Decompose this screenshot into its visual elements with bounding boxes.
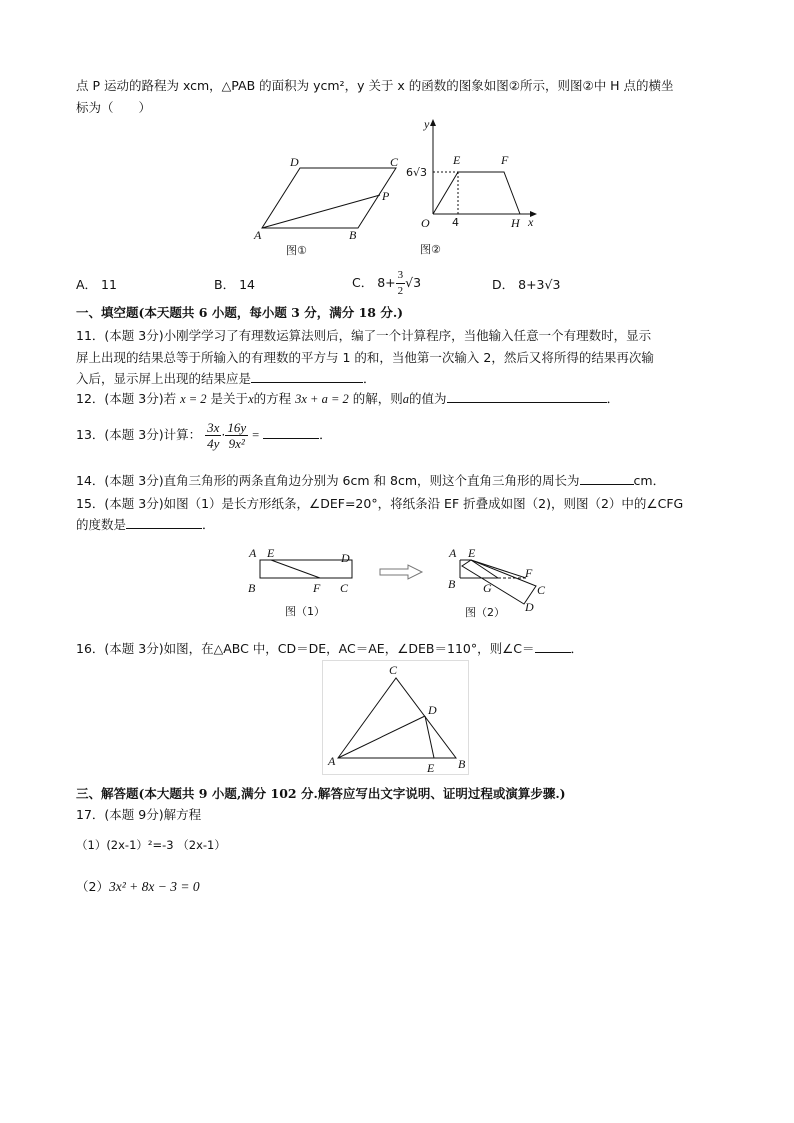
q15f2-label-b: B [448, 577, 456, 591]
q14-line: 14．(本题 3分)直角三角形的两条直角边分别为 6cm 和 8cm，则这个直角三角形的周长为 cm． [76, 473, 666, 488]
q16-label-c: C [389, 663, 398, 677]
q15f1-label-f: F [313, 581, 321, 595]
q13-line: 13．(本题 3分)计算： $\frac{3x}{4y}$ · $\frac{16y}{\text{9x²}}$ = ． [76, 420, 332, 451]
q16-figure-triangle [322, 660, 470, 776]
q16-label-d: D [428, 703, 437, 717]
q10-figure-1 [248, 150, 408, 260]
q15f2-label-d: D [525, 600, 534, 614]
q15f1-label-c: C [340, 581, 349, 595]
q10-option-a: A． 11 [76, 277, 117, 292]
q11-line2: 屏上出现的结果总等于所输入的有理数的平方与 1 的和，当他第一次输入 2，然后又将所得的结果再次输 [76, 350, 654, 365]
q15-line1: 15．(本题 3分)如图（1）是长方形纸条，∠DEF=20°，将纸条沿 EF 折叠成如图（2)，则图（2）中的∠CFG [76, 496, 684, 511]
fig1-label-b: B [349, 228, 357, 242]
q16-label-a: A [328, 754, 336, 768]
q11-line1: 11．(本题 3分)小刚学学习了有理数运算法则后，编了一个计算程序，当他输入任意一个有理数时，显示 [76, 328, 652, 343]
q15-answer-blank[interactable] [126, 516, 202, 529]
q16-label-b: B [458, 757, 466, 771]
fig2-tick-6root3: 6√3 [406, 166, 428, 179]
q10-figure-2 [400, 116, 550, 262]
q17-title: 17．(本题 9分)解方程 [76, 807, 202, 822]
fig2-label-h: H [511, 216, 520, 230]
q15f1-label-e: E [267, 546, 275, 560]
q15f1-label-d: D [341, 551, 350, 565]
q15f1-label-a: A [249, 546, 257, 560]
q15f2-label-g: G [483, 581, 492, 595]
q10-option-c: C． 8+ $\frac{3}{2}$ √3 [352, 269, 422, 297]
q16-line: 16．(本题 3分)如图，在△ABC 中，CD＝DE，AC＝AE，∠DEB＝110°，则∠C＝ ． [76, 641, 584, 656]
q15-arrow-icon [378, 562, 426, 582]
fig1-label-d: D [290, 155, 299, 169]
q15-line2: 的度数是 ． [76, 517, 215, 532]
q12-line: 12．(本题 3分)若 x = 2 是关于x的方程 3x + a = 2 的解，则a的值为 ． [76, 391, 620, 406]
fig2-label-o: O [421, 216, 430, 230]
fig2-label-y: y [424, 117, 430, 131]
q15f1-label-b: B [248, 581, 256, 595]
q17-part1: （1）(2x-1）²=-3 （2x-1） [76, 838, 226, 852]
fig2-label-f: F [501, 153, 509, 167]
q15f2-label-f: F [525, 566, 533, 580]
q13-answer-blank[interactable] [263, 426, 319, 439]
fig2-tick-4: 4 [452, 216, 459, 229]
q15f2-label-c: C [537, 583, 546, 597]
fig2-label-x: x [528, 215, 534, 229]
fig1-label-a: A [254, 228, 262, 242]
q15f2-label-e: E [468, 546, 476, 560]
fig1-label-p: P [382, 189, 390, 203]
q15-figure-2 [440, 542, 570, 624]
section-heading-fill-in: 一、填空题(本天题共 6 小题，每小题 3 分，满分 18 分.) [76, 305, 404, 320]
fig1-label-c: C [390, 155, 399, 169]
q11-line3: 入后，显示屏上出现的结果应是 ． [76, 371, 376, 386]
q16-label-e: E [427, 761, 435, 775]
q15-figure-1 [240, 542, 370, 622]
q11-answer-blank[interactable] [251, 370, 363, 383]
q10-option-b: B． 14 [214, 277, 255, 292]
q17-part2: （2）3x² + 8x − 3 = 0 [76, 879, 200, 894]
q15f2-caption: 图（2） [465, 606, 505, 619]
q10-option-d: D． 8+3√3 [492, 277, 561, 292]
q12-answer-blank[interactable] [447, 390, 607, 403]
q10-text-line2: 标为（ ） [76, 100, 152, 115]
q10-text-line1: 点 P 运动的路程为 xcm，△PAB 的面积为 ycm²，y 关于 x 的函数的图象如图②所示，则图②中 H 点的横坐 [76, 78, 674, 93]
q14-answer-blank[interactable] [580, 472, 634, 485]
q15f2-label-a: A [449, 546, 457, 560]
fig2-label-e: E [453, 153, 461, 167]
fig1-caption: 图① [286, 244, 307, 257]
q16-answer-blank[interactable] [535, 640, 571, 653]
fig2-caption: 图② [420, 243, 441, 256]
section-heading-solutions: 三、解答题(本大题共 9 小题,满分 102 分.解答应写出文字说明、证明过程或演算步骤.) [76, 786, 566, 801]
q15f1-caption: 图（1） [285, 605, 325, 618]
